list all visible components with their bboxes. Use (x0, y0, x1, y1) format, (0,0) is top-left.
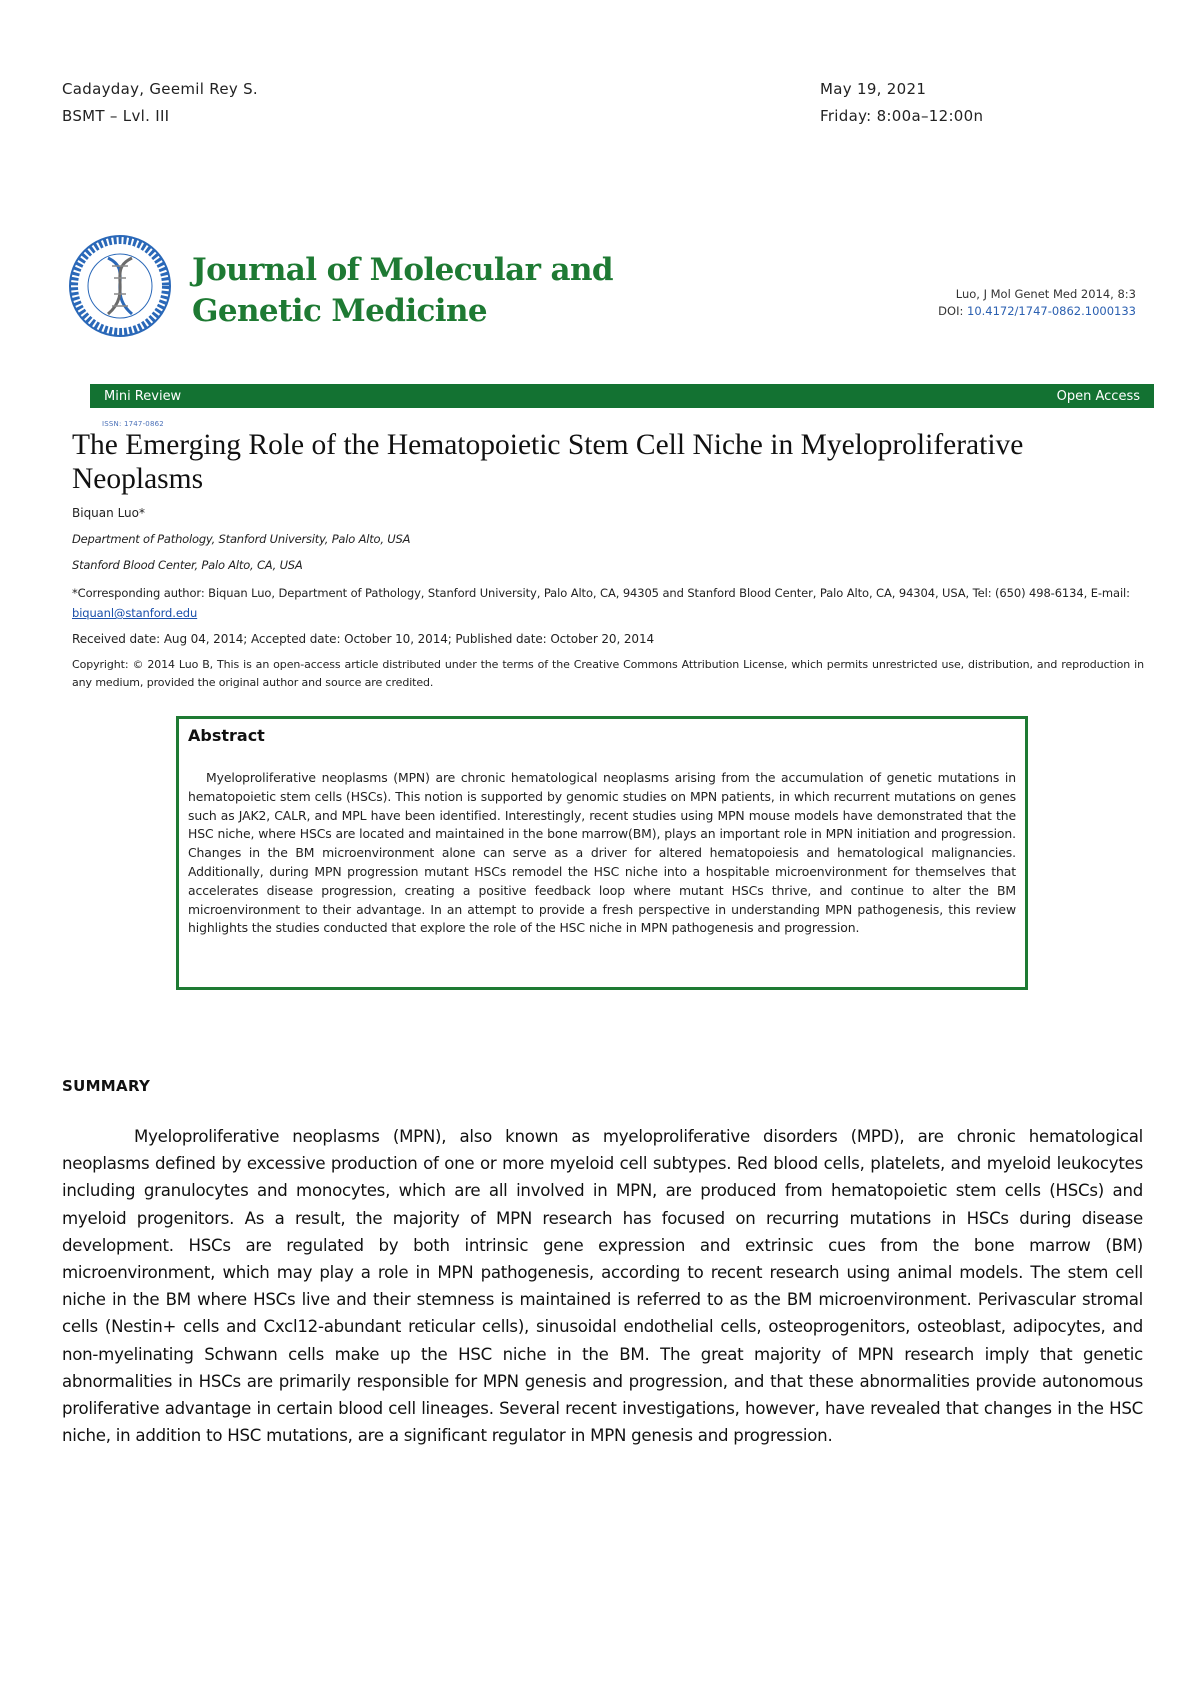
doi-link[interactable]: 10.4172/1747-0862.1000133 (967, 304, 1136, 318)
date-info (820, 76, 983, 130)
open-access-label: Open Access (1056, 388, 1140, 404)
class-schedule: Friday: 8:00a–12:00n (820, 107, 984, 125)
summary-body: Myeloproliferative neoplasms (MPN), also known as myeloproliferative disorders (MPD), are chronic hematological neoplasms defined by excessive production of one or more myeloid cell subtypes. Red blood cells, platelets, and myeloid leukocytes including granulocytes and monocytes, which are all involved in MPN, are produced from hematopoietic stem cells (HSCs) and myeloid progenitors. As a result, the majority of MPN research has focused on recurring mutations in HSCs during disease development. HSCs are regulated by both intrinsic gene expression and extrinsic cues from the bone marrow (BM) microenvironment, which may play a role in MPN pathogenesis, according to recent research using animal models. The stem cell niche in the BM where HSCs live and their stemness is maintained is referred to as the BM microenvironment. Perivascular stromal cells (Nestin+ cells and Cxcl12-abundant reticular cells), sinusoidal endothelial cells, osteoprogenitors, osteoblast, adipocytes, and non-myelinating Schwann cells make up the HSC niche in the BM. The great majority of MPN research imply that genetic abnormalities in HSCs are primarily responsible for MPN genesis and progression, and that these abnormalities provide autonomous proliferative advantage in certain blood cell lineages. Several recent investigations, however, have revealed that changes in the HSC niche, in addition to HSC mutations, are a significant regulator in MPN genesis and progression. (62, 1127, 1143, 1446)
citation-text: Luo, J Mol Genet Med 2014, 8:3 (955, 287, 1136, 301)
doi-line (770, 303, 1136, 320)
abstract-heading: Abstract (188, 726, 265, 745)
author-email-link[interactable]: biquanl@stanford.edu (72, 606, 198, 620)
article-type-banner (90, 384, 1154, 408)
copyright-notice: Copyright: © 2014 Luo B, This is an open-access article distributed under the terms of the Creative Commons Attribution License, which permits unrestricted use, distribution, and reproduction in any medium, provided the original author and source are credited. (72, 658, 1144, 689)
student-course: BSMT – Lvl. III (62, 107, 170, 125)
citation-block (770, 286, 1136, 320)
affiliation-2: Stanford Blood Center, Palo Alto, CA, USA (72, 558, 303, 572)
student-name: Cadayday, Geemil Rey S. (62, 80, 258, 98)
article-title: The Emerging Role of the Hematopoietic Stem Cell Niche in Myeloproliferative Neoplasms (72, 429, 1024, 495)
affiliation-1: Department of Pathology, Stanford University, Palo Alto, USA (72, 532, 411, 546)
submission-date: May 19, 2021 (820, 80, 927, 98)
abstract-box (176, 716, 1028, 990)
student-info (62, 76, 258, 130)
doi-label: DOI: (938, 304, 964, 318)
summary-heading: SUMMARY (62, 1077, 151, 1095)
corresponding-text: *Corresponding author: Biquan Luo, Department of Pathology, Stanford University, Palo Alto, CA, 94305 and Stanford Blood Center, Palo Alto, CA, 94304, USA, Tel: (650) 498-6134, E-mail: (72, 586, 1130, 600)
article-dates: Received date: Aug 04, 2014; Accepted date: October 10, 2014; Published date: October 20, 2014 (72, 632, 655, 646)
journal-logo (68, 234, 172, 338)
article-type-label: Mini Review (104, 388, 182, 404)
author-name: Biquan Luo* (72, 506, 145, 520)
issn-text: ISSN: 1747-0862 (102, 420, 164, 428)
journal-title: Journal of Molecular and Genetic Medicine (192, 252, 614, 329)
corresponding-author (72, 583, 1142, 623)
abstract-body: Myeloproliferative neoplasms (MPN) are chronic hematological neoplasms arising from the accumulation of genetic mutations in hematopoietic stem cells (HSCs). This notion is supported by genomic studies on MPN patients, in which recurrent mutations on genes such as JAK2, CALR, and MPL have been identified. Interestingly, recent studies using MPN mouse models have demonstrated that the HSC niche, where HSCs are located and maintained in the bone marrow(BM), plays an important role in MPN initiation and progression. Changes in the BM microenvironment alone can serve as a driver for altered hematopoiesis and hematological malignancies. Additionally, during MPN progression mutant HSCs remodel the HSC niche into a hospitable microenvironment for themselves that accelerates disease progression, creating a positive feedback loop where mutant HSCs thrive, and continue to alter the BM microenvironment to their advantage. In an attempt to provide a fresh perspective in understanding MPN pathogenesis, this review highlights the studies conducted that explore the role of the HSC niche in MPN pathogenesis and progression. (188, 770, 1016, 936)
